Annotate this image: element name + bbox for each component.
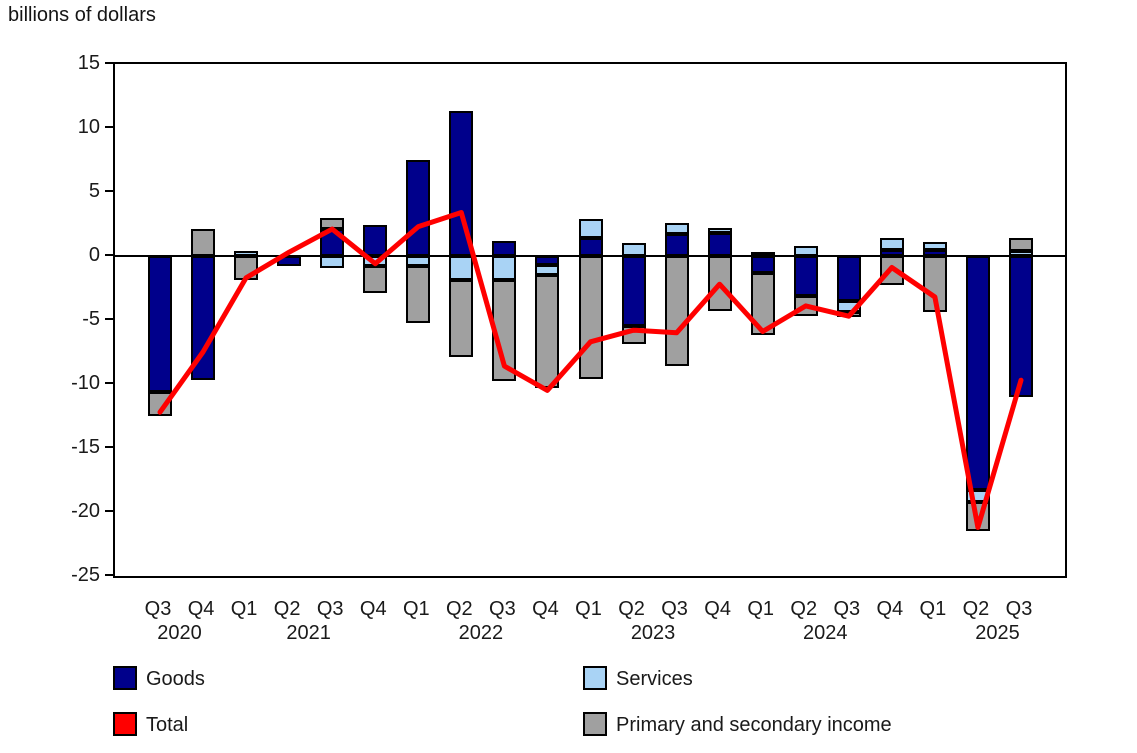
legend-label-services: Services — [616, 668, 693, 690]
x-year-label-2022: 2022 — [458, 622, 504, 644]
x-label-q1-2023: Q1 — [575, 598, 602, 620]
y-tick-label-15: 15 — [77, 52, 100, 74]
x-label-q2-2025: Q2 — [962, 598, 990, 620]
y-tick--25 — [105, 574, 113, 576]
chart-title: billions of dollars — [8, 4, 156, 26]
legend-swatch-services — [583, 666, 607, 690]
y-tick-label--10: -10 — [71, 372, 100, 394]
x-label-q1-2024: Q1 — [747, 598, 775, 620]
x-year-label-2021: 2021 — [286, 622, 331, 644]
x-label-q1-2025: Q1 — [919, 598, 947, 620]
y-tick-label--25: -25 — [71, 564, 100, 586]
x-label-q2-2022: Q2 — [446, 598, 473, 620]
y-tick-0 — [105, 254, 113, 256]
legend-label-total: Total — [146, 714, 189, 736]
x-label-q4-2022: Q4 — [532, 598, 559, 620]
legend-swatch-primary — [583, 712, 607, 736]
x-label-q3-2021: Q3 — [316, 598, 344, 620]
x-label-q3-2020: Q3 — [144, 598, 172, 620]
x-label-q3-2022: Q3 — [489, 598, 516, 620]
x-label-q3-2024: Q3 — [833, 598, 861, 620]
x-label-q1-2021: Q1 — [230, 598, 258, 620]
y-tick-15 — [105, 62, 113, 64]
y-tick--20 — [105, 510, 113, 512]
legend-swatch-total — [113, 712, 137, 736]
y-tick-5 — [105, 190, 113, 192]
total-line-layer — [115, 64, 1065, 576]
x-label-q4-2023: Q4 — [704, 598, 731, 620]
legend-label-primary: Primary and secondary income — [616, 714, 892, 736]
x-label-q1-2022: Q1 — [402, 598, 430, 620]
y-tick-label--20: -20 — [71, 500, 100, 522]
x-label-q4-2021: Q4 — [359, 598, 387, 620]
y-tick-label--15: -15 — [71, 436, 100, 458]
x-label-q2-2024: Q2 — [790, 598, 818, 620]
x-label-q3-2023: Q3 — [661, 598, 688, 620]
y-tick--10 — [105, 382, 113, 384]
x-label-q4-2024: Q4 — [876, 598, 904, 620]
x-year-label-2024: 2024 — [803, 622, 848, 644]
y-tick-label-0: 0 — [88, 244, 100, 266]
x-label-q4-2020: Q4 — [187, 598, 215, 620]
y-tick-label--5: -5 — [82, 308, 100, 330]
x-label-q2-2021: Q2 — [273, 598, 301, 620]
x-year-label-2023: 2023 — [630, 622, 676, 644]
total-line — [160, 213, 1021, 528]
legend-label-goods: Goods — [146, 668, 205, 690]
x-year-label-2020: 2020 — [157, 622, 202, 644]
y-tick--15 — [105, 446, 113, 448]
legend-swatch-goods — [113, 666, 137, 690]
plot-area — [113, 62, 1067, 578]
y-tick-10 — [105, 126, 113, 128]
x-label-q3-2025: Q3 — [1005, 598, 1033, 620]
y-tick-label-5: 5 — [88, 180, 100, 202]
y-tick-label-10: 10 — [77, 116, 100, 138]
x-label-q2-2023: Q2 — [618, 598, 645, 620]
x-year-label-2025: 2025 — [975, 622, 1020, 644]
y-tick--5 — [105, 318, 113, 320]
